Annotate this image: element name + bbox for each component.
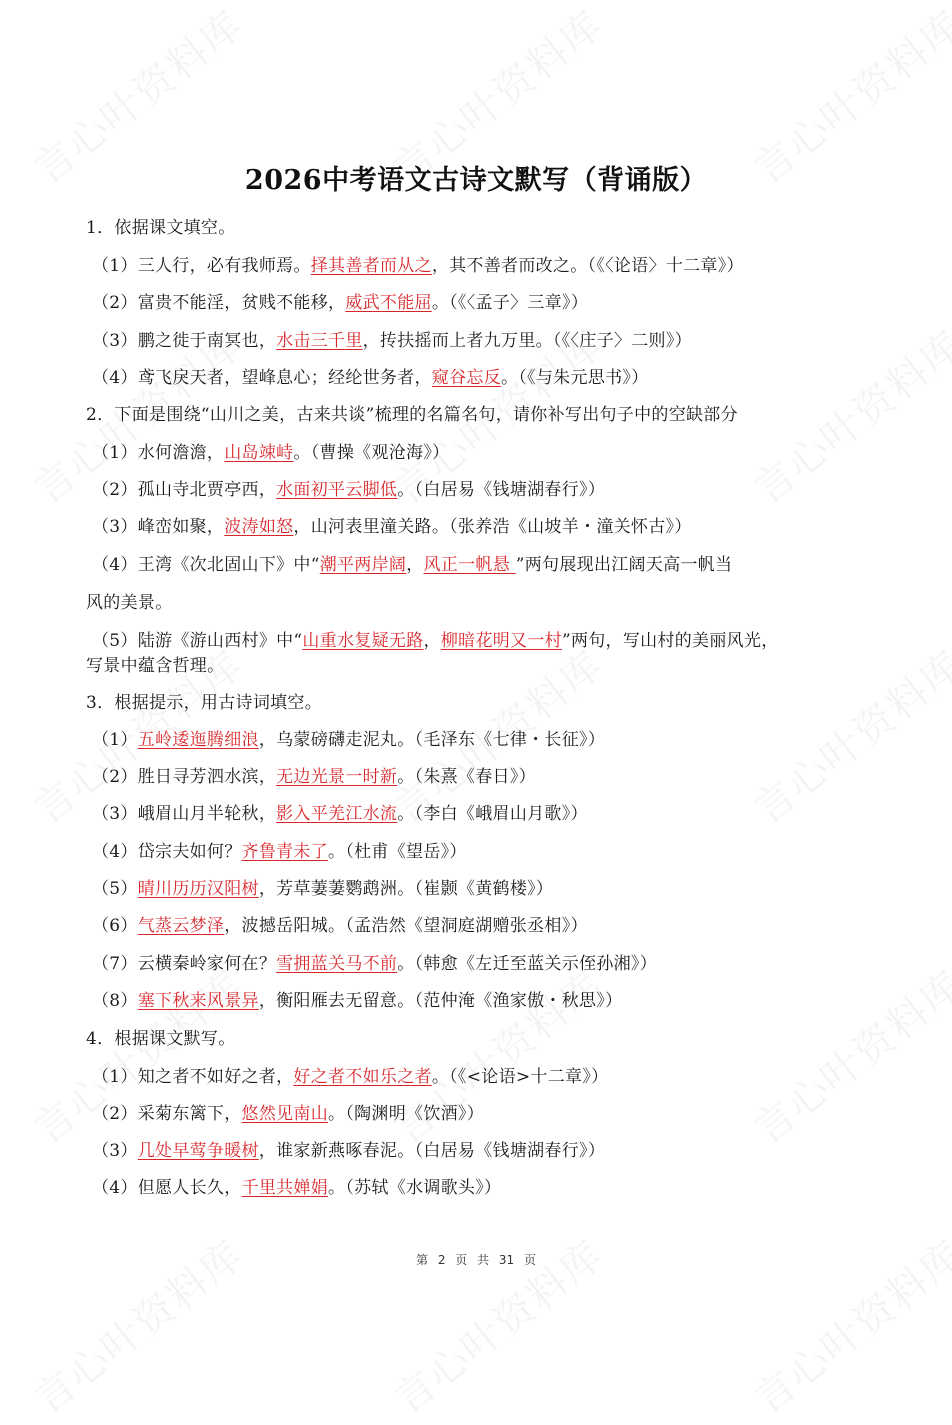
answer-text: 好之者不如乐之者 <box>293 1067 432 1087</box>
item-text: ，山河表里潼关路。（张养浩《山坡羊・潼关怀古》） <box>293 517 692 537</box>
item-text: 。（白居易《钱塘湖春行》） <box>397 480 606 500</box>
item-number: （7） <box>92 954 138 974</box>
question-item <box>92 629 779 653</box>
answer-text: 柳暗花明又一村 <box>440 631 562 651</box>
item-number: （1） <box>92 256 138 276</box>
item-text: ， <box>423 631 441 651</box>
item-text: 。（陶渊明《饮酒》） <box>328 1104 485 1124</box>
question-item <box>92 765 536 789</box>
item-number: （4） <box>92 368 138 388</box>
item-continuation: 写景中蕴含哲理。 <box>86 656 225 676</box>
answer-text: 影入平羌江水流 <box>276 804 398 824</box>
answer-text: 窥谷忘反 <box>431 368 502 388</box>
question-item <box>92 914 588 938</box>
answer-text: 山重水复疑无路 <box>302 631 424 651</box>
question-item <box>92 1102 484 1126</box>
answer-text: 水击三千里 <box>276 331 363 351</box>
item-text: 王湾《次北固山下》中“ <box>137 555 320 575</box>
page-number-footer: 第 2 页 共 31 页 <box>416 1253 536 1267</box>
question-item <box>92 952 657 976</box>
item-text: 三人行，必有我师焉。 <box>137 256 311 276</box>
item-text: 孤山寺北贾亭西， <box>137 480 277 500</box>
item-text: ，抟扶摇而上者九万里。（《〈庄子〉二则》） <box>362 331 692 351</box>
question-item <box>92 254 744 278</box>
item-text: 知之者不如好之者， <box>137 1067 294 1087</box>
section-heading: 2．下面是围绕“山川之美，古来共谈”梳理的名篇名句，请你补写出句子中的空缺部分 <box>86 405 738 425</box>
question-item <box>92 329 692 353</box>
item-number: （5） <box>92 631 138 651</box>
section-heading: 1．依据课文填空。 <box>86 218 236 238</box>
item-text: ”两句展现出江阔天高一帆当 <box>515 555 733 575</box>
item-number: （4） <box>92 1178 138 1198</box>
answer-text: 悠然见南山 <box>241 1104 329 1124</box>
item-text: 鹏之徙于南冥也， <box>137 331 277 351</box>
question-item <box>92 1139 605 1163</box>
item-text: 。（杜甫《望岳》） <box>328 842 467 862</box>
item-text: ，乌蒙磅礴走泥丸。（毛泽东《七律・长征》） <box>258 730 606 750</box>
item-number: （3） <box>92 1141 138 1161</box>
item-text: ，衡阳雁去无留意。（范仲淹《渔家傲・秋思》） <box>258 991 623 1011</box>
item-number: （2） <box>92 1104 138 1124</box>
item-text: 但愿人长久， <box>137 1178 242 1198</box>
item-text: 岱宗夫如何？ <box>137 842 242 862</box>
question-item <box>92 291 588 315</box>
item-number: （1） <box>92 730 138 750</box>
question-item <box>92 802 588 826</box>
answer-text: 气蒸云梦泽 <box>137 916 225 936</box>
item-number: （2） <box>92 293 138 313</box>
item-continuation: 风的美景。 <box>86 593 173 613</box>
item-number: （3） <box>92 804 138 824</box>
item-text: ， <box>406 555 424 575</box>
answer-text: 千里共婵娟 <box>241 1178 329 1198</box>
item-text: 。（《与朱元思书》） <box>501 368 649 388</box>
answer-text: 山岛竦峙 <box>224 443 294 463</box>
item-text: 。（《<论语>十二章》） <box>431 1067 609 1087</box>
question-item <box>92 478 605 502</box>
item-text: 。（曹操《观沧海》） <box>293 443 450 463</box>
question-item <box>92 1176 501 1200</box>
item-number: （4） <box>92 842 138 862</box>
answer-text: 无边光景一时新 <box>276 767 398 787</box>
item-text: 水何澹澹， <box>137 443 225 463</box>
item-text: 富贵不能淫，贫贱不能移， <box>137 293 346 313</box>
item-number: （3） <box>92 517 138 537</box>
answer-text: 塞下秋来风景异 <box>137 991 259 1011</box>
item-number: （6） <box>92 916 138 936</box>
question-item <box>92 877 553 901</box>
item-text: 。（《〈孟子〉三章》） <box>431 293 589 313</box>
item-text: 陆游《游山西村》中“ <box>137 631 303 651</box>
answer-text: 水面初平云脚低 <box>276 480 398 500</box>
question-item <box>92 515 692 539</box>
answer-text: 五岭逶迤腾细浪 <box>137 730 259 750</box>
answer-text: 雪拥蓝关马不前 <box>276 954 398 974</box>
answer-text: 波涛如怒 <box>224 517 294 537</box>
item-text: 胜日寻芳泗水滨， <box>137 767 277 787</box>
item-number: （5） <box>92 879 138 899</box>
question-item <box>92 840 467 864</box>
item-number: （2） <box>92 767 138 787</box>
question-item <box>92 366 649 390</box>
question-item <box>92 553 732 577</box>
section-heading: 3．根据提示，用古诗词填空。 <box>86 693 323 713</box>
item-number: （4） <box>92 555 138 575</box>
item-text: ，波撼岳阳城。（孟浩然《望洞庭湖赠张丞相》） <box>224 916 588 936</box>
item-text: 。（韩愈《左迁至蓝关示侄孙湘》） <box>397 954 658 974</box>
item-number: （3） <box>92 331 138 351</box>
item-text: ，其不善者而改之。（《〈论语〉十二章》） <box>431 256 744 276</box>
item-number: （1） <box>92 1067 138 1087</box>
question-item <box>92 728 605 752</box>
answer-text: 风正一帆悬 <box>423 555 516 575</box>
question-item <box>92 1065 608 1089</box>
item-number: （2） <box>92 480 138 500</box>
answer-text: 晴川历历汉阳树 <box>137 879 259 899</box>
item-text: 。（朱熹《春日》） <box>397 767 536 787</box>
item-text: ”两句，写山村的美丽风光， <box>561 631 779 651</box>
item-text: 。（李白《峨眉山月歌》） <box>397 804 588 824</box>
item-number: （1） <box>92 443 138 463</box>
section-heading: 4．根据课文默写。 <box>86 1029 236 1049</box>
item-text: ，芳草萋萋鹦鹉洲。（崔颢《黄鹤楼》） <box>258 879 554 899</box>
question-item <box>92 989 622 1013</box>
item-text: ，谁家新燕啄春泥。（白居易《钱塘湖春行》） <box>258 1141 606 1161</box>
answer-text: 择其善者而从之 <box>310 256 432 276</box>
item-text: 采菊东篱下， <box>137 1104 242 1124</box>
answer-text: 几处早莺争暖树 <box>137 1141 259 1161</box>
item-text: 。（苏轼《水调歌头》） <box>328 1178 502 1198</box>
item-text: 鸢飞戾天者，望峰息心；经纶世务者， <box>137 368 432 388</box>
item-text: 云横秦岭家何在？ <box>137 954 277 974</box>
item-text: 峰峦如聚， <box>137 517 225 537</box>
item-text: 峨眉山月半轮秋， <box>137 804 277 824</box>
answer-text: 潮平两岸阔 <box>319 555 407 575</box>
item-number: （8） <box>92 991 138 1011</box>
answer-text: 威武不能屈 <box>345 293 432 313</box>
question-item <box>92 441 449 465</box>
answer-text: 齐鲁青未了 <box>241 842 329 862</box>
page-title: 2026中考语文古诗文默写（背诵版） <box>244 165 708 196</box>
